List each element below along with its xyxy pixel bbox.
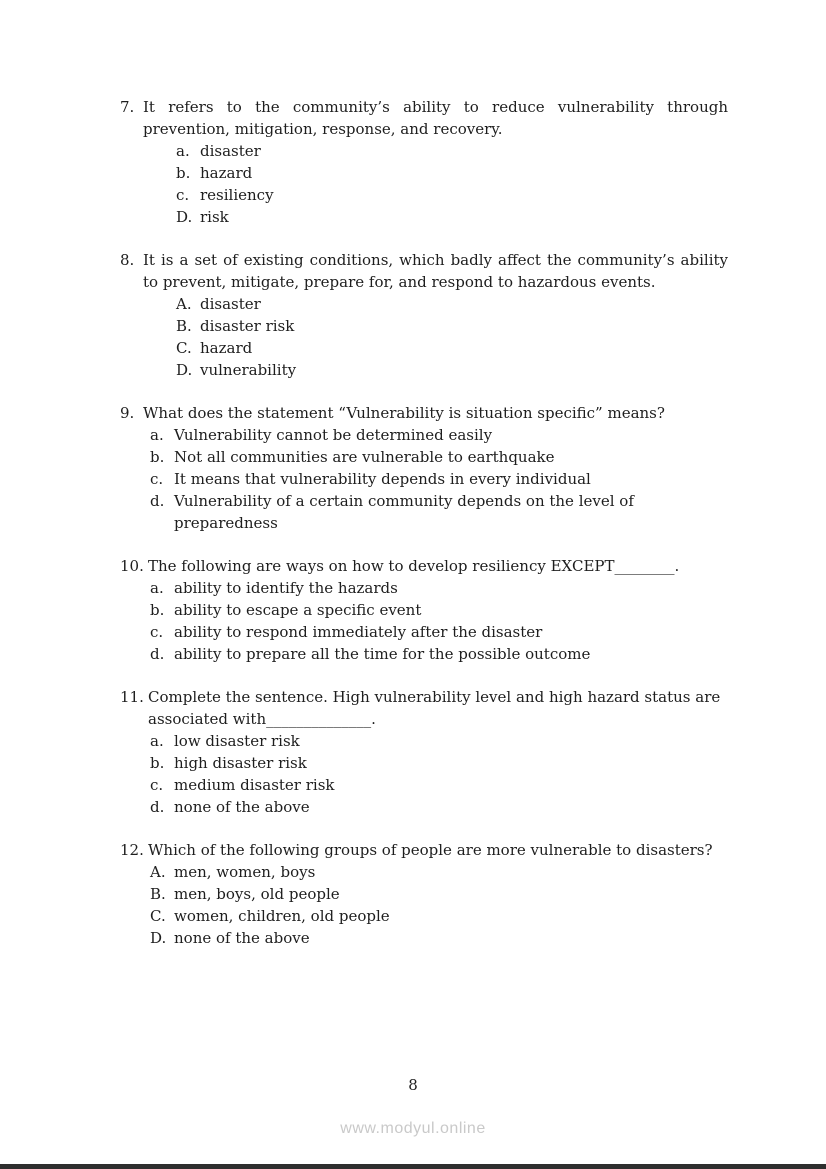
option (150, 796, 728, 818)
option-text: high disaster risk (174, 754, 307, 772)
option (176, 140, 728, 162)
option-letter: b. (176, 164, 191, 182)
option-letter: b. (150, 601, 165, 619)
option-letter: a. (150, 426, 164, 444)
option (150, 774, 728, 796)
page-number: 8 (408, 1076, 418, 1094)
option-text: ability to respond immediately after the disaster (174, 623, 543, 641)
option (176, 337, 728, 359)
option-text: ability to prepare all the time for the possible outcome (174, 645, 591, 663)
question-number: 9. (120, 404, 135, 422)
question-number: 7. (120, 98, 135, 116)
option (150, 468, 728, 490)
watermark: www.modyul.online (340, 1120, 486, 1137)
question-text: Complete the sentence. High vulnerability level and high hazard status are associated with______________. (148, 688, 721, 728)
options-list (120, 424, 728, 534)
question-12 (120, 839, 728, 949)
option-text: none of the above (174, 929, 310, 947)
option-letter: D. (176, 361, 193, 379)
option-letter: c. (176, 186, 190, 204)
question-stem (120, 686, 728, 730)
option-letter: d. (150, 645, 165, 663)
quiz-content (120, 96, 728, 970)
option-text: women, children, old people (174, 907, 390, 925)
question-number: 8. (120, 251, 135, 269)
option-letter: c. (150, 776, 164, 794)
option-text: ability to identify the hazards (174, 579, 398, 597)
option-letter: A. (176, 295, 192, 313)
option-text: men, boys, old people (174, 885, 340, 903)
question-stem (120, 96, 728, 140)
option (150, 621, 728, 643)
option-letter: B. (176, 317, 192, 335)
option-letter: C. (150, 907, 166, 925)
question-text: What does the statement “Vulnerability is situation specific” means? (143, 404, 665, 422)
option-text: disaster risk (200, 317, 295, 335)
option-letter: a. (176, 142, 190, 160)
option (176, 184, 728, 206)
option-letter: b. (150, 754, 165, 772)
option (150, 577, 728, 599)
option (150, 752, 728, 774)
question-text: It is a set of existing conditions, which badly affect the community’s ability to prevent, mitigate, prepare for, and respond to hazardous events. (143, 251, 728, 291)
question-stem (120, 839, 728, 861)
option-letter: c. (150, 470, 164, 488)
option (176, 293, 728, 315)
option-letter: A. (150, 863, 166, 881)
options-list (120, 730, 728, 818)
option (150, 643, 728, 665)
option-text: vulnerability (200, 361, 297, 379)
option-text: disaster (200, 142, 261, 160)
option-letter: a. (150, 579, 164, 597)
option-text: none of the above (174, 798, 310, 816)
option-text: disaster (200, 295, 261, 313)
option-text: Vulnerability of a certain community depends on the level of preparedness (174, 492, 634, 532)
option-letter: a. (150, 732, 164, 750)
option-letter: b. (150, 448, 165, 466)
question-number: 11. (120, 688, 144, 706)
question-8 (120, 249, 728, 381)
option-letter: d. (150, 798, 165, 816)
question-11 (120, 686, 728, 818)
option (150, 599, 728, 621)
option-letter: c. (150, 623, 164, 641)
question-9 (120, 402, 728, 534)
question-text: It refers to the community’s ability to reduce vulnerability through prevention, mitigation, response, and recovery. (143, 98, 728, 138)
question-stem (120, 249, 728, 293)
option (150, 490, 728, 534)
option (176, 162, 728, 184)
option-letter: C. (176, 339, 192, 357)
bottom-edge-bar (0, 1164, 826, 1169)
option-text: men, women, boys (174, 863, 316, 881)
options-list (120, 577, 728, 665)
question-number: 10. (120, 557, 144, 575)
option-text: Vulnerability cannot be determined easily (174, 426, 493, 444)
option-text: low disaster risk (174, 732, 300, 750)
question-10 (120, 555, 728, 665)
option (150, 883, 728, 905)
option-letter: B. (150, 885, 166, 903)
option-text: hazard (200, 339, 253, 357)
option-text: ability to escape a specific event (174, 601, 422, 619)
option-text: medium disaster risk (174, 776, 335, 794)
option-letter: d. (150, 492, 165, 510)
option-text: hazard (200, 164, 253, 182)
option-text: Not all communities are vulnerable to earthquake (174, 448, 555, 466)
question-text: The following are ways on how to develop resiliency EXCEPT________. (148, 557, 680, 575)
option (150, 905, 728, 927)
option-letter: D. (176, 208, 193, 226)
question-stem (120, 555, 728, 577)
question-text: Which of the following groups of people are more vulnerable to disasters? (148, 841, 713, 859)
option (176, 315, 728, 337)
option (176, 206, 728, 228)
option-text: resiliency (200, 186, 274, 204)
question-7 (120, 96, 728, 228)
options-list (120, 140, 728, 228)
option-text: It means that vulnerability depends in every individual (174, 470, 591, 488)
option (150, 927, 728, 949)
option-letter: D. (150, 929, 167, 947)
options-list (120, 293, 728, 381)
option (150, 424, 728, 446)
option (150, 730, 728, 752)
option-text: risk (200, 208, 229, 226)
question-number: 12. (120, 841, 144, 859)
options-list (120, 861, 728, 949)
option (150, 446, 728, 468)
question-stem (120, 402, 728, 424)
option (150, 861, 728, 883)
option (176, 359, 728, 381)
